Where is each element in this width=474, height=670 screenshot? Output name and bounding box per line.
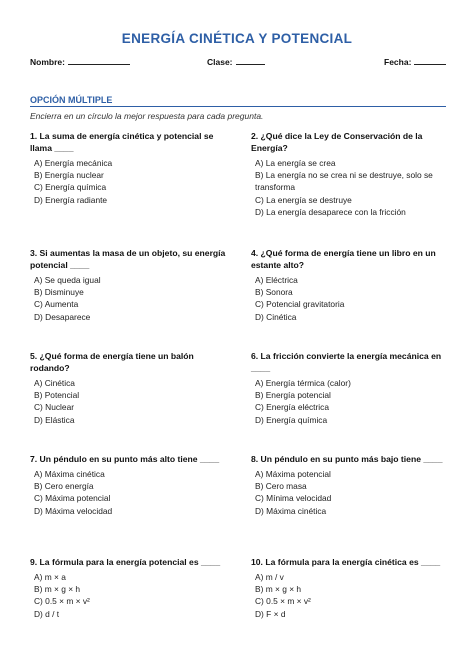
option-d[interactable]: D) Cinética: [255, 311, 297, 322]
question-text: 4. ¿Qué forma de energía tiene un libro en un estante alto?: [251, 248, 436, 270]
question-text: 5. ¿Qué forma de energía tiene un balón rodando?: [30, 351, 194, 373]
section-title: OPCIÓN MÚLTIPLE: [30, 95, 113, 105]
option-a[interactable]: A) Eléctrica: [255, 275, 298, 285]
name-label: Nombre:: [30, 57, 65, 67]
question-text: 8. Un péndulo en su punto más bajo tiene ____: [251, 454, 443, 464]
class-blank-line[interactable]: [236, 56, 265, 65]
option-b[interactable]: B) Energía potencial: [255, 390, 331, 401]
option-b[interactable]: B) Disminuye: [34, 287, 84, 298]
option-c[interactable]: C) 0.5 × m × v²: [255, 596, 311, 607]
class-field[interactable]: [207, 56, 265, 67]
option-d[interactable]: D) Desaparece: [34, 311, 91, 322]
question-text: 2. ¿Qué dice la Ley de Conservación de la Energía?: [251, 131, 423, 153]
date-field[interactable]: [384, 56, 446, 67]
option-b[interactable]: B) Sonora: [255, 287, 293, 298]
worksheet-title: ENERGÍA CINÉTICA Y POTENCIAL: [121, 31, 353, 46]
question-text: 6. La fricción convierte la energía mecánica en ____: [251, 351, 442, 373]
option-d[interactable]: D) Máxima velocidad: [34, 505, 113, 516]
question-4: [251, 247, 447, 323]
option-b[interactable]: B) Energía nuclear: [34, 170, 104, 181]
option-d[interactable]: D) La energía desaparece con la fricción: [255, 206, 406, 217]
date-blank-line[interactable]: [414, 56, 446, 65]
question-8: [251, 453, 447, 517]
option-c[interactable]: C) La energía se destruye: [255, 194, 352, 205]
instructions-text: Encierra en un círculo la mejor respuesta para cada pregunta.: [30, 111, 264, 121]
question-5: [30, 350, 230, 426]
class-label: Clase:: [207, 57, 233, 67]
option-c[interactable]: C) Mínima velocidad: [255, 493, 332, 504]
question-text: 10. La fórmula para la energía cinética es ____: [251, 557, 441, 567]
option-c[interactable]: C) Aumenta: [34, 299, 79, 310]
option-c[interactable]: C) Energía química: [34, 182, 107, 193]
option-a[interactable]: A) La energía se crea: [255, 158, 336, 168]
name-blank-line[interactable]: [68, 56, 130, 65]
question-7: [30, 453, 230, 517]
option-d[interactable]: D) d / t: [34, 608, 60, 619]
option-b[interactable]: B) m × g × h: [34, 584, 81, 595]
name-field[interactable]: [30, 56, 130, 67]
date-label: Fecha:: [384, 57, 412, 67]
option-a[interactable]: A) m / v: [255, 572, 284, 582]
option-a[interactable]: A) Energía mecánica: [34, 158, 113, 168]
option-b[interactable]: B) m × g × h: [255, 584, 302, 595]
option-d[interactable]: D) Elástica: [34, 414, 75, 425]
option-a[interactable]: A) Máxima cinética: [34, 469, 105, 479]
option-a[interactable]: A) Energía térmica (calor): [255, 378, 351, 388]
option-a[interactable]: A) Cinética: [34, 378, 75, 388]
option-c[interactable]: C) Energía eléctrica: [255, 402, 330, 413]
option-d[interactable]: D) Energía química: [255, 414, 328, 425]
question-1: [30, 130, 230, 206]
option-b[interactable]: B) La energía no se crea ni se destruye, solo se transforma: [255, 170, 433, 193]
option-c[interactable]: C) 0.5 × m × v²: [34, 596, 90, 607]
question-text: 9. La fórmula para la energía potencial es ____: [30, 557, 221, 567]
option-d[interactable]: D) Máxima cinética: [255, 505, 327, 516]
option-a[interactable]: A) Máxima potencial: [255, 469, 331, 479]
question-10: [251, 556, 447, 620]
question-9: [30, 556, 230, 620]
question-text: 3. Si aumentas la masa de un objeto, su energía potencial ____: [30, 248, 226, 270]
option-b[interactable]: B) Potencial: [34, 390, 80, 401]
question-text: 1. La suma de energía cinética y potencial se llama ____: [30, 131, 214, 153]
question-text: 7. Un péndulo en su punto más alto tiene ____: [30, 454, 220, 464]
question-6: [251, 350, 447, 426]
option-d[interactable]: D) F × d: [255, 608, 286, 619]
option-b[interactable]: B) Cero energía: [34, 481, 94, 492]
option-b[interactable]: B) Cero masa: [255, 481, 307, 492]
section-divider: [30, 106, 446, 107]
question-3: [30, 247, 230, 323]
option-c[interactable]: C) Potencial gravitatoria: [255, 299, 345, 310]
option-c[interactable]: C) Máxima potencial: [34, 493, 111, 504]
option-d[interactable]: D) Energía radiante: [34, 194, 108, 205]
option-c[interactable]: C) Nuclear: [34, 402, 75, 413]
option-a[interactable]: A) Se queda igual: [34, 275, 101, 285]
option-a[interactable]: A) m × a: [34, 572, 66, 582]
question-2: [251, 130, 447, 218]
